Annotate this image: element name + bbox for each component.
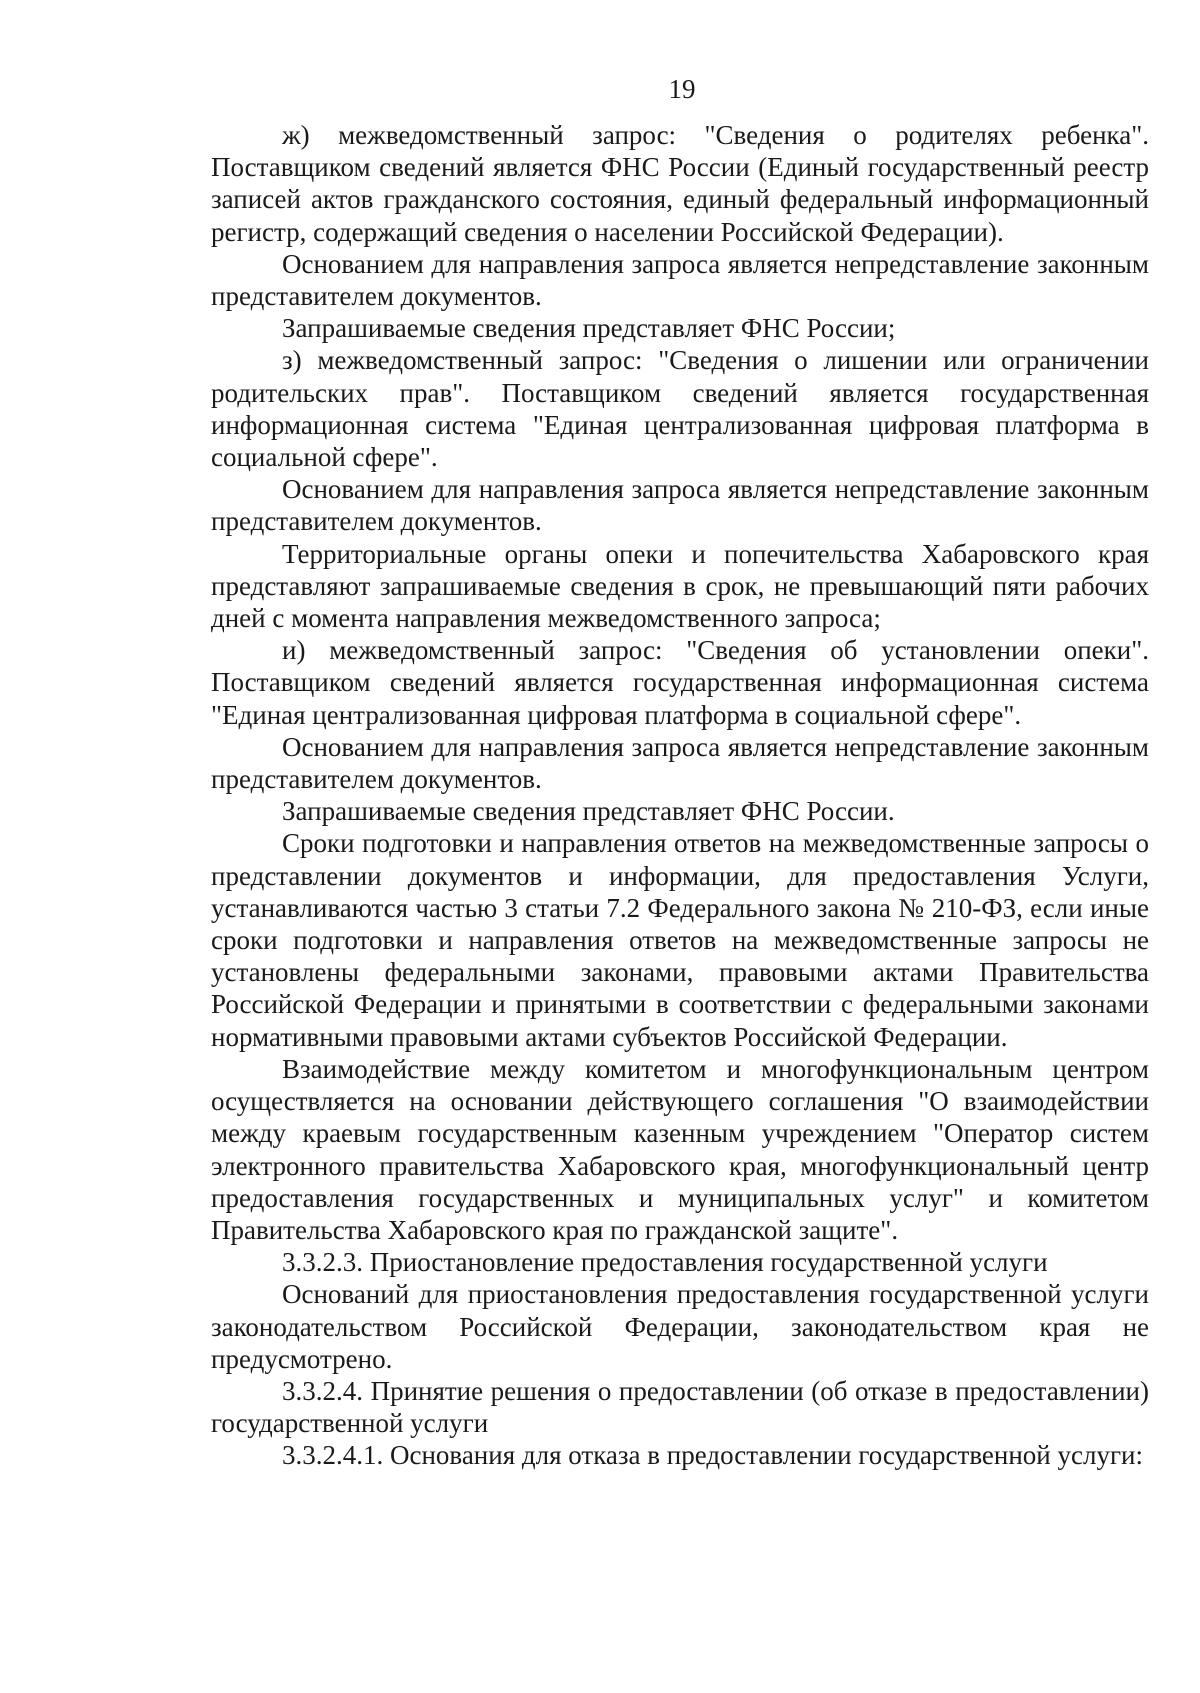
section-3-3-2-4-1-heading: 3.3.2.4.1. Основания для отказа в предоставлении государственной услуги: [282, 1440, 1143, 1471]
paragraph-i-request: и) межведомственный запрос: "Сведения об установлении опеки". Поставщиком сведений является государственная информационная система "Единая централизованная цифровая платформа в социальной сфере". [211, 635, 1149, 730]
section-3-3-2-4-heading: 3.3.2.4. Принятие решения о предоставлении (об отказе в предоставлении) государственной услуги [211, 1375, 1149, 1439]
document-body [211, 119, 1149, 1472]
paragraph-fns-provides-1: Запрашиваемые сведения представляет ФНС России; [282, 313, 896, 344]
paragraph-zh-request: ж) межведомственный запрос: "Сведения о родителях ребенка". Поставщиком сведений является ФНС России (Единый государственный реестр записей актов гражданского состояния, единый федеральный информационный регистр, содержащий сведения о населении Российской Федерации). [211, 120, 1149, 247]
paragraph-guardianship-bodies: Территориальные органы опеки и попечительства Хабаровского края представляют запрашиваемые сведения в срок, не превышающий пяти рабочих дней с момента направления межведомственного запроса; [211, 538, 1149, 634]
page-number: 19 [668, 74, 696, 104]
paragraph-z-request: з) межведомственный запрос: "Сведения о лишении или ограничении родительских прав". Поставщиком сведений является государственная информационная система "Единая централизованная цифровая платформа в социальной сфере". [211, 345, 1149, 473]
paragraph-basis-3: Основанием для направления запроса является непредставление законным представителем документов. [211, 731, 1149, 795]
paragraph-no-suspension: Оснований для приостановления предоставления государственной услуги законодательством Российской Федерации, законодательством края не предусмотрено. [211, 1279, 1149, 1374]
paragraph-mfc-interaction: Взаимодействие между комитетом и многофункциональным центром осуществляется на основании действующего соглашения "О взаимодействии между краевым государственным казенным учреждением "Оператор систем электронного правительства Хабаровского края, многофункциональный центр предоставления государственных и муниципальных услуг" и комитетом Правительства Хабаровского края по гражданской защите". [211, 1053, 1149, 1245]
paragraph-fns-provides-2: Запрашиваемые сведения представляет ФНС России. [282, 796, 895, 827]
paragraph-response-terms: Сроки подготовки и направления ответов на межведомственные запросы о представлении документов и информации, для предоставления Услуги, устанавливаются частью 3 статьи 7.2 Федерального закона № 210-ФЗ, если иные сроки подготовки и направления ответов на межведомственные запросы не установлены федеральными законами, правовыми актами Правительства Российской Федерации и принятыми в соответствии с федеральными законами нормативными правовыми актами субъектов Российской Федерации. [211, 828, 1149, 1052]
paragraph-basis-2: Основанием для направления запроса является непредставление законным представителем документов. [211, 474, 1149, 537]
paragraph-basis-1: Основанием для направления запроса является непредставление законным представителем документов. [211, 248, 1149, 312]
section-3-3-2-3-heading: 3.3.2.3. Приостановление предоставления государственной услуги [282, 1247, 1048, 1278]
